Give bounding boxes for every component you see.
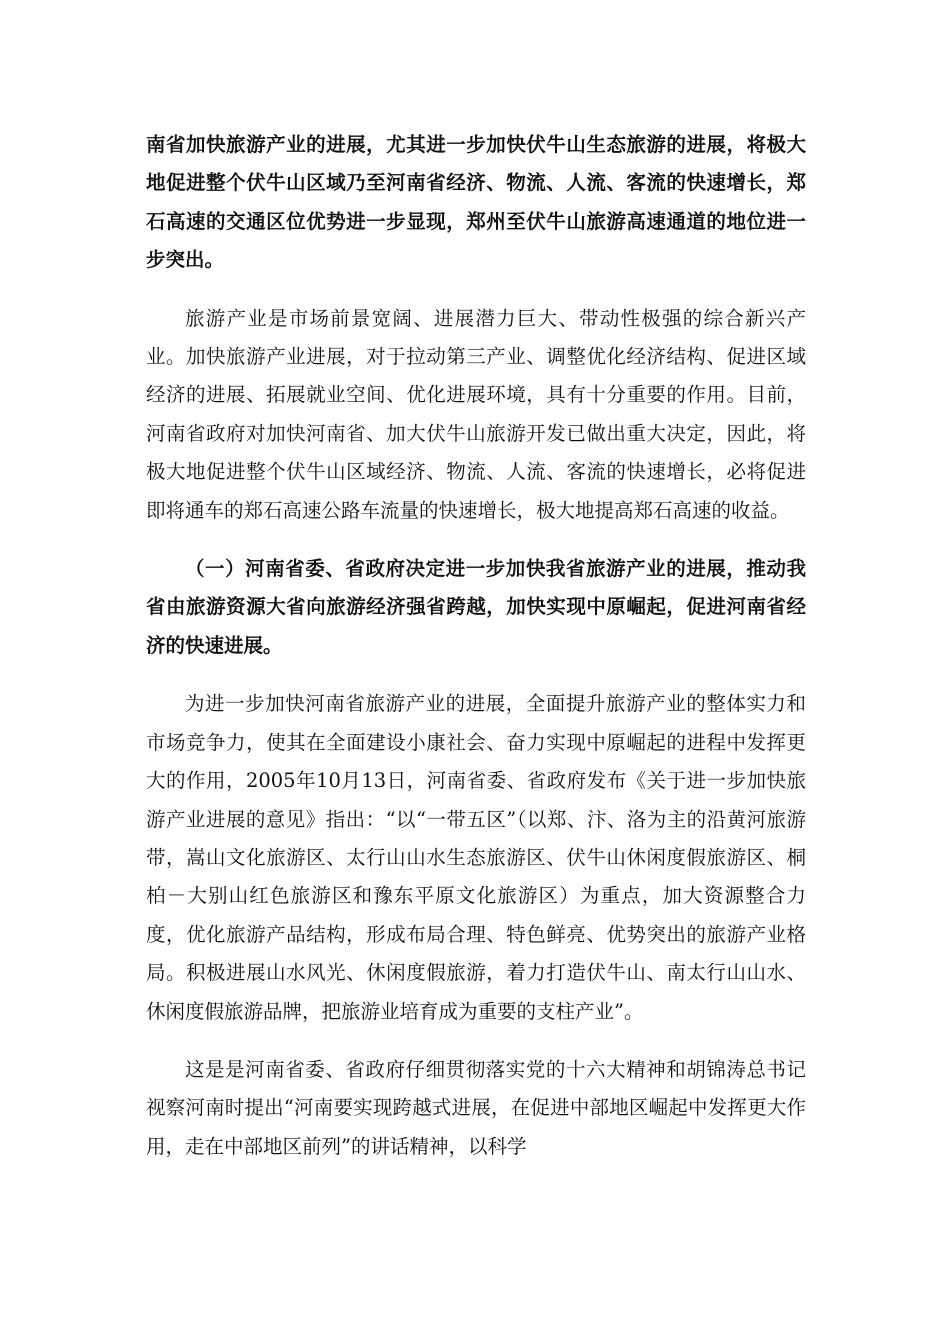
section-heading-1: （一）河南省委、省政府决定进一步加快我省旅游产业的进展，推动我省由旅游资源大省向旅游经济强省跨越，加快实现中原崛起，促进河南省经济的快速进展。 (146, 557, 806, 657)
paragraph-4: 这是是河南省委、省政府仔细贯彻落实党的十六大精神和胡锦涛总书记视察河南时提出“河南要实现跨越式进展，在促进中部地区崛起中发挥更大作用，走在中部地区前列”的讲话精神，以科学 (146, 1057, 806, 1158)
paragraph-2: 旅游产业是市场前景宽阔、进展潜力巨大、带动性极强的综合新兴产业。加快旅游产业进展，对于拉动第三产业、调整优化经济结构、促进区域经济的进展、拓展就业空间、优化进展环境，具有十分重要的作用。目前，河南省政府对加快河南省、加大伏牛山旅游开发已做出重大决定，因此，将极大地促进整个伏牛山区域经济、物流、人流、客流的快速增长，必将促进即将通车的郑石高速公路车流量的快速增长，极大地提高郑石高速的收益。 (146, 306, 806, 522)
paragraph-1: 南省加快旅游产业的进展，尤其进一步加快伏牛山生态旅游的进展，将极大地促进整个伏牛山区域乃至河南省经济、物流、人流、客流的快速增长，郑石高速的交通区位优势进一步显现，郑州至伏牛山旅游高速通道的地位进一步突出。 (146, 133, 806, 272)
document-page (146, 126, 806, 1166)
paragraph-3: 为进一步加快河南省旅游产业的进展，全面提升旅游产业的整体实力和市场竞争力，使其在全面建设小康社会、奋力实现中原崛起的进程中发挥更大的作用，2005年10月13日，河南省委、省政府发布《关于进一步加快旅游产业进展的意见》指出：“以“一带五区”（以郑、汴、洛为主的沿黄河旅游带，嵩山文化旅游区、太行山山水生态旅游区、伏牛山休闲度假旅游区、桐柏－大别山红色旅游区和豫东平原文化旅游区）为重点，加大资源整合力度，优化旅游产品结构，形成布局合理、特色鲜亮、优势突出的旅游产业格局。积极进展山水风光、休闲度假旅游，着力打造伏牛山、南太行山山水、休闲度假旅游品牌，把旅游业培育成为重要的支柱产业”。 (146, 692, 806, 1023)
